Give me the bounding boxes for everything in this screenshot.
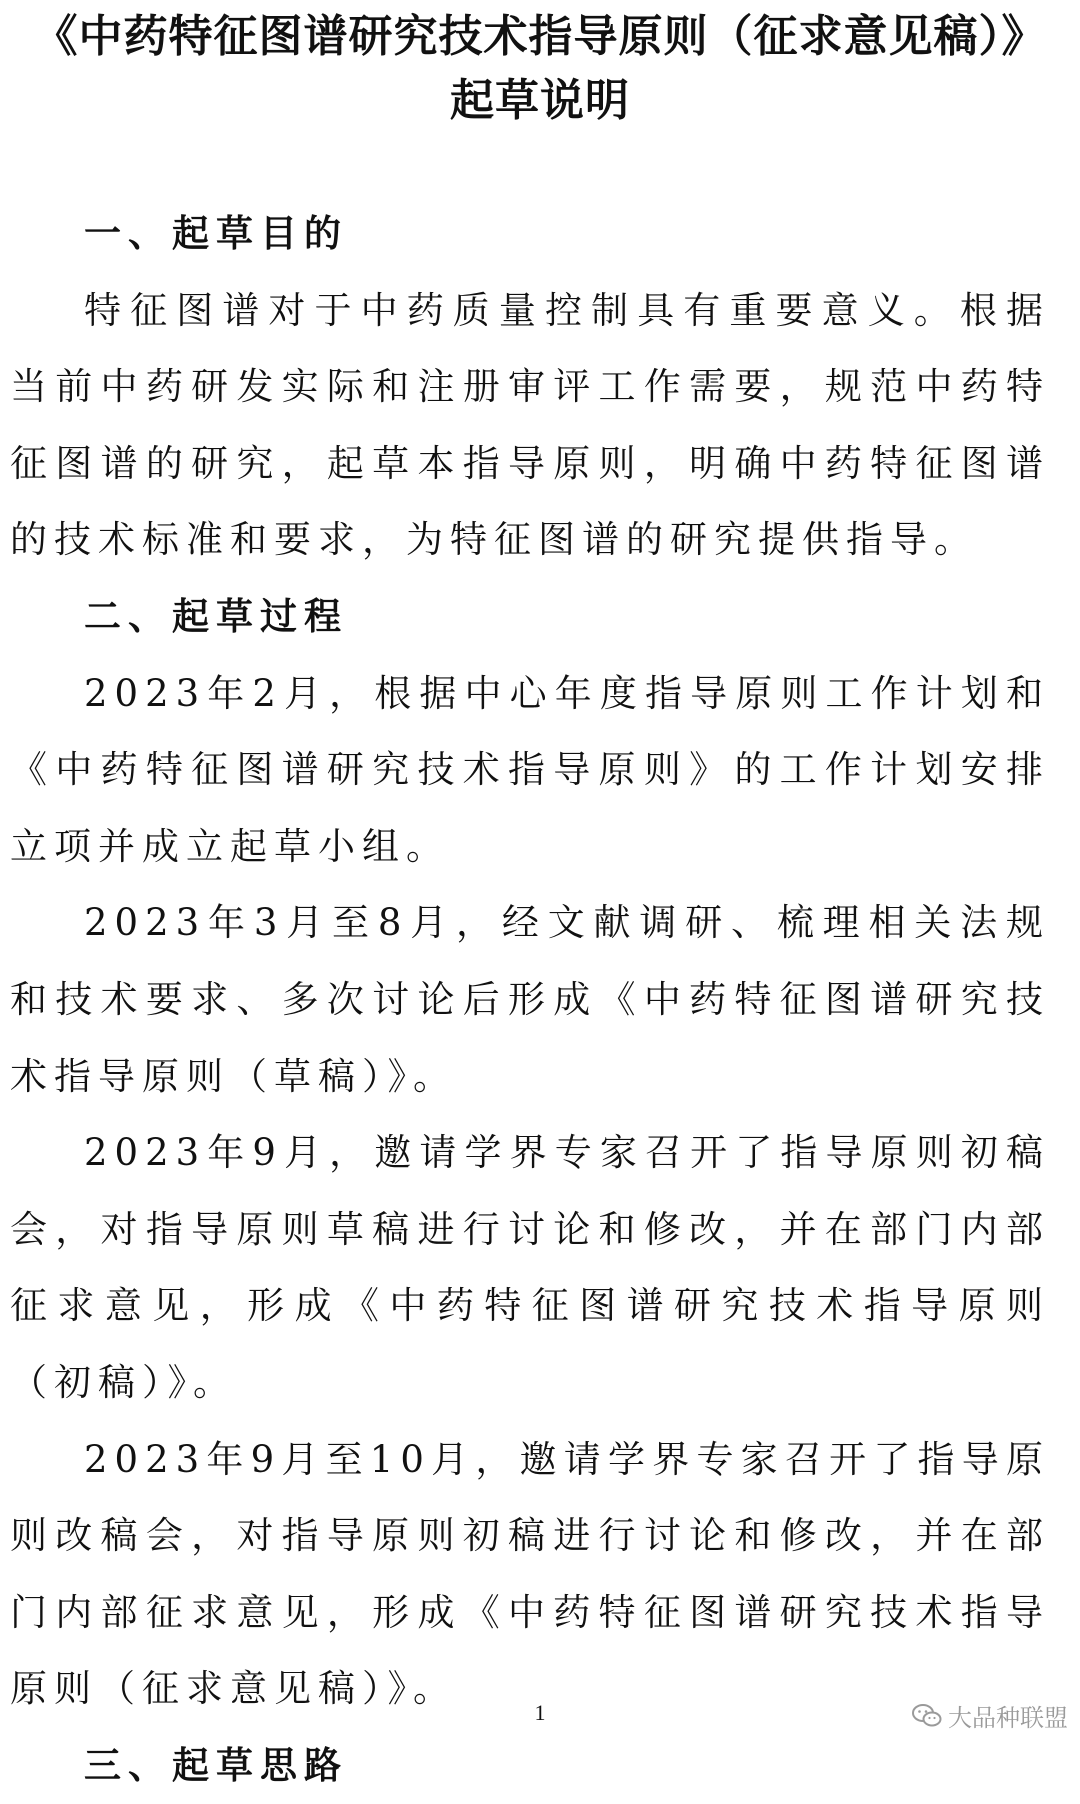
document-title-line2: 起草说明 xyxy=(450,75,630,126)
section-heading: 三、起草思路 xyxy=(84,1743,348,1787)
document-body xyxy=(10,196,1050,1804)
watermark-text: 大品种联盟 xyxy=(948,1704,1068,1732)
paragraph: 2023年9月，邀请学界专家召开了指导原则初稿会，对指导原则草稿进行讨论和修改，并在部门内部征求意见，形成《中药特征图谱研究技术指导原则（初稿）》。 xyxy=(10,1131,1050,1404)
wechat-icon xyxy=(912,1703,942,1729)
paragraph: 2023年2月，根据中心年度指导原则工作计划和《中药特征图谱研究技术指导原则》的工作计划安排立项并成立起草小组。 xyxy=(10,671,1050,868)
section-heading: 一、起草目的 xyxy=(84,212,348,255)
page-number: 1 xyxy=(534,1700,546,1725)
section-heading: 二、起草过程 xyxy=(84,594,348,638)
watermark xyxy=(912,1698,1068,1733)
paragraph: 特征图谱对于中药质量控制具有重要意义。根据当前中药研发实际和注册审评工作需要，规范中药特征图谱的研究，起草本指导原则，明确中药特征图谱的技术标准和要求，为特征图谱的研究提供指导。 xyxy=(10,288,1050,562)
document-title-line1: 《中药特征图谱研究技术指导原则（征求意见稿）》 xyxy=(33,11,1047,62)
paragraph: 2023年3月至8月，经文献调研、梳理相关法规和技术要求、多次讨论后形成《中药特征图谱研究技术指导原则（草稿）》。 xyxy=(10,901,1050,1098)
paragraph: 2023年9月至10月，邀请学界专家召开了指导原则改稿会，对指导原则初稿进行讨论和修改，并在部门内部征求意见，形成《中药特征图谱研究技术指导原则（征求意见稿）》。 xyxy=(10,1437,1050,1711)
